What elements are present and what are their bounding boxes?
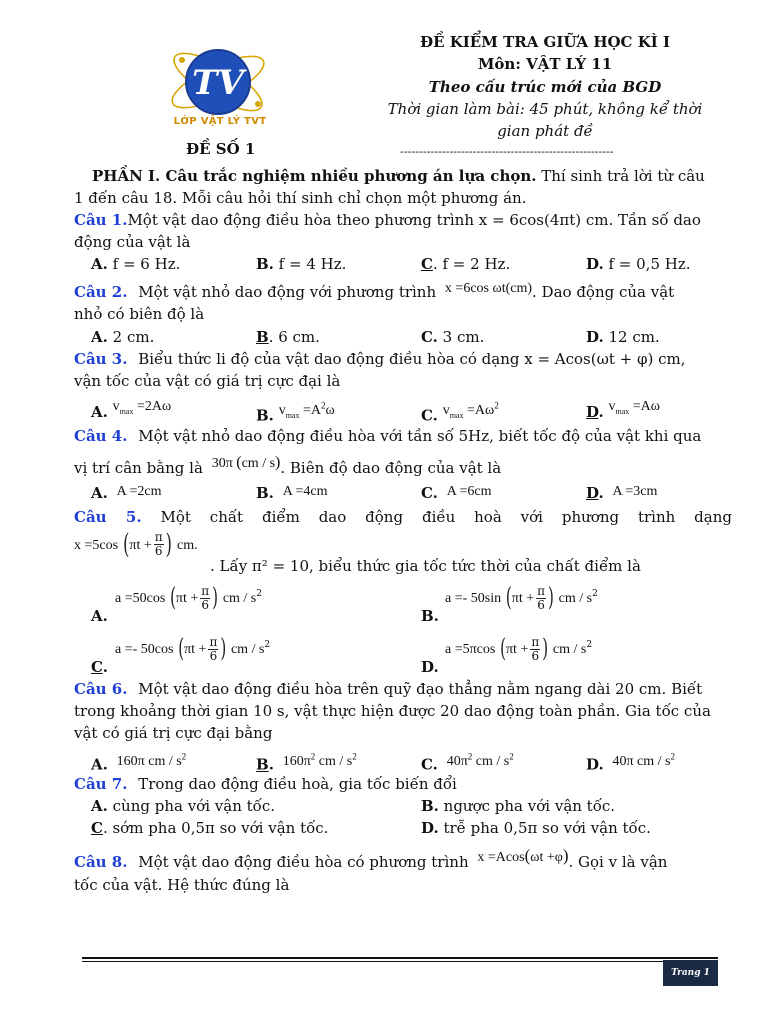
q3-option-a[interactable]: A. $v_{max} =2A\omega$ xyxy=(91,399,172,421)
structure-line: Theo cấu trúc mới của BGD xyxy=(428,78,662,96)
q1-option-d[interactable]: D. f = 0,5 Hz. xyxy=(586,255,691,273)
page-number-box xyxy=(663,960,718,986)
q3-option-b[interactable]: B. $v_{max} =A^2\omega$ xyxy=(256,400,335,425)
question-6: Câu 6. Một vật dao động điều hòa trên quỹ đạo thẳng nằm ngang dài 20 cm. Biết xyxy=(74,680,703,698)
q2-formula: x =6cos ωt(cm) xyxy=(444,281,533,296)
question-label: Câu 7. xyxy=(74,775,128,793)
q6-option-a[interactable]: A. 160π cm / $s^2$ xyxy=(91,751,187,774)
q4-option-a[interactable]: A. A =2cm xyxy=(91,484,162,502)
part1-instruction-line2: 1 đến câu 18. Mỗi câu hỏi thí sinh chỉ chọn một phương án. xyxy=(74,189,527,207)
q2-option-a[interactable]: A. 2 cm. xyxy=(91,328,155,346)
question-7: Câu 7. Trong dao động điều hoà, gia tốc biến đổi xyxy=(74,775,457,793)
school-logo xyxy=(160,38,280,133)
question-label: Câu 6. xyxy=(74,680,128,698)
q1-option-a[interactable]: A. f = 6 Hz. xyxy=(91,255,181,273)
q6-option-c[interactable]: C. $40\pi^2$ cm / $s^2$ xyxy=(421,751,514,774)
question-4-line2: vị trí cân bằng là 30π (cm / s). Biên độ dao động của vật là xyxy=(74,454,502,477)
q8-formula: x =Acos(ωt +φ) xyxy=(477,846,569,865)
footer-rule-thick xyxy=(82,957,718,959)
q1-option-b[interactable]: B. f = 4 Hz. xyxy=(256,255,347,273)
q5-equation: x =5cos (πt + $\frac{\pi}{6}$ ) cm. xyxy=(74,527,198,560)
logo-text: LỚP VẬT LÝ TVT xyxy=(173,116,267,127)
q3-option-d[interactable]: D. $v_{max} =A\omega$ xyxy=(586,399,661,421)
q4-option-c[interactable]: C. A =6cm xyxy=(421,484,492,502)
q4-option-d[interactable]: D. A =3cm xyxy=(586,484,658,502)
question-8: Câu 8. Một vật dao động điều hòa có phương trình x =Acos(ωt +φ). Gọi v là vận xyxy=(74,846,668,871)
question-2-line2: nhỏ có biên độ là xyxy=(74,305,205,323)
q6-option-b[interactable]: B. $160\pi^2$ cm / $s^2$ xyxy=(256,751,357,774)
header-divider: -------------------------------------------------------- xyxy=(400,145,614,158)
question-5-line2: . Lấy π² = 10, biểu thức gia tốc tức thời của chất điểm là xyxy=(210,557,641,575)
q7-option-c[interactable]: C. sớm pha 0,5π so với vận tốc. xyxy=(91,819,329,837)
page-number: Trang 1 xyxy=(671,968,710,978)
part1-heading: PHẦN I. Câu trắc nghiệm nhiều phương án lựa chọn. xyxy=(92,167,537,185)
question-label: Câu 8. xyxy=(74,853,128,871)
q4-option-b[interactable]: B. A =4cm xyxy=(256,484,328,502)
question-6-line3: vật có giá trị cực đại bằng xyxy=(74,724,273,742)
q1-option-c[interactable]: C. f = 2 Hz. xyxy=(421,255,511,273)
question-label: Câu 2. xyxy=(74,283,128,301)
subject-line: Môn: VẬT LÝ 11 xyxy=(477,55,613,73)
question-2: Câu 2. Một vật nhỏ dao động với phương trình x =6cos ωt(cm). Dao động của vật xyxy=(74,281,675,301)
part1-instruction: PHẦN I. Câu trắc nghiệm nhiều phương án lựa chọn. Thí sinh trả lời từ câu xyxy=(92,167,705,185)
question-label: Câu 3. xyxy=(74,350,128,368)
q4-formula: 30π xyxy=(211,456,233,471)
question-label: Câu 5. xyxy=(74,508,142,526)
q3-option-c[interactable]: C. $v_{max} =A\omega^2$ xyxy=(421,400,499,425)
q2-option-c[interactable]: C. 3 cm. xyxy=(421,328,485,346)
q6-option-d[interactable]: D. 40π cm / $s^2$ xyxy=(586,751,675,774)
question-label: Câu 4. xyxy=(74,427,128,445)
footer-rule-thin xyxy=(82,961,718,962)
question-4: Câu 4. Một vật nhỏ dao động điều hòa với tần số 5Hz, biết tốc độ của vật khi qua xyxy=(74,427,702,445)
question-8-line2: tốc của vật. Hệ thức đúng là xyxy=(74,876,290,894)
question-3-line2: vận tốc của vật có giá trị cực đại là xyxy=(74,372,341,390)
exam-number: ĐỀ SỐ 1 xyxy=(186,140,256,158)
question-3: Câu 3. Biểu thức li độ của vật dao động điều hòa có dạng x = Acos(ωt + φ) cm, xyxy=(74,350,686,368)
q7-option-a[interactable]: A. cùng pha với vận tốc. xyxy=(91,797,275,815)
question-label: Câu 1. xyxy=(74,211,128,229)
question-1-line2: động của vật là xyxy=(74,233,191,251)
time-line-2: gian phát đề xyxy=(497,122,593,140)
exam-title: ĐỀ KIỂM TRA GIỮA HỌC KÌ I xyxy=(419,33,671,51)
q7-option-d[interactable]: D. trễ pha 0,5π so với vận tốc. xyxy=(421,819,651,837)
q2-option-b[interactable]: B. 6 cm. xyxy=(256,328,320,346)
q2-option-d[interactable]: D. 12 cm. xyxy=(586,328,660,346)
question-6-line2: trong khoảng thời gian 10 s, vật thực hiện được 20 dao động toàn phần. Gia tốc của xyxy=(74,702,711,720)
time-line-1: Thời gian làm bài: 45 phút, không kể thời xyxy=(387,100,703,118)
question-1: Câu 1.Một vật dao động điều hòa theo phương trình x = 6cos(4πt) cm. Tần số dao xyxy=(74,211,701,229)
question-5: Câu 5. Một chất điểm dao động điều hoà với phương trình dạng xyxy=(74,508,732,526)
q7-option-b[interactable]: B. ngược pha với vận tốc. xyxy=(421,797,616,815)
svg-text:TV: TV xyxy=(192,63,244,103)
